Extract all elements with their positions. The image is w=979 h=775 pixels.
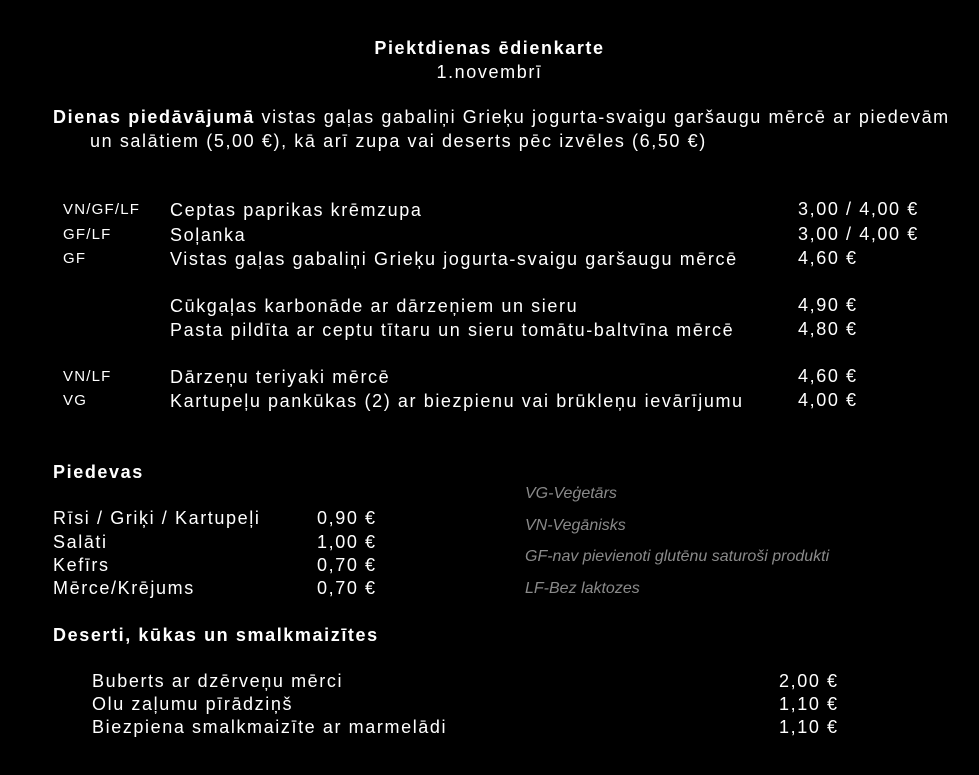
dessert-name: Biezpiena smalkmaizīte ar marmelādi (92, 717, 448, 737)
menu-row (0, 295, 979, 319)
dish-price: 4,80 € (798, 319, 858, 339)
dish-price: 3,00 / 4,00 € (798, 224, 919, 244)
diet-tag: VN/LF (63, 368, 112, 385)
dish-name: Kartupeļu pankūkas (2) ar biezpienu vai brūkleņu ievārījumu (170, 391, 744, 411)
side-name: Rīsi / Griķi / Kartupeļi (53, 508, 261, 528)
dish-price: 4,60 € (798, 248, 858, 268)
dish-name: Pasta pildīta ar ceptu tītaru un sieru tomātu-baltvīna mērcē (170, 320, 735, 340)
dish-price: 3,00 / 4,00 € (798, 199, 919, 219)
sides-heading: Piedevas (53, 462, 144, 482)
dish-price: 4,60 € (798, 366, 858, 386)
side-price: 0,70 € (317, 555, 377, 575)
daily-offer (53, 106, 960, 153)
dessert-price: 2,00 € (779, 671, 839, 691)
dish-name: Dārzeņu teriyaki mērcē (170, 367, 391, 387)
side-price: 0,70 € (317, 578, 377, 598)
dish-name: Cūkgaļas karbonāde ar dārzeņiem un sieru (170, 296, 579, 316)
desserts-heading: Deserti, kūkas un smalkmaizītes (53, 625, 379, 645)
daily-offer-label: Dienas piedāvājumā (53, 107, 255, 127)
dessert-name: Buberts ar dzērveņu mērci (92, 671, 344, 691)
side-name: Mērce/Krējums (53, 578, 195, 598)
dish-price: 4,00 € (798, 390, 858, 410)
legend-item: VN-Vegānisks (525, 517, 626, 534)
diet-tag: VN/GF/LF (63, 201, 141, 218)
menu-date: 1.novembrī (436, 62, 543, 82)
side-name: Salāti (53, 532, 108, 552)
dessert-price: 1,10 € (779, 717, 839, 737)
menu-row (0, 390, 979, 414)
diet-tag: VG (63, 392, 88, 409)
legend-item: GF-nav pievienoti glutēnu saturoši produkti (525, 548, 830, 565)
side-price: 0,90 € (317, 508, 377, 528)
dessert-name: Olu zaļumu pīrādziņš (92, 694, 294, 714)
dessert-price: 1,10 € (779, 694, 839, 714)
side-price: 1,00 € (317, 532, 377, 552)
menu-title: Piektdienas ēdienkarte (374, 38, 605, 58)
side-name: Kefīrs (53, 555, 110, 575)
legend-item: VG-Veģetārs (525, 485, 617, 502)
menu-row (0, 248, 979, 272)
menu-row (0, 366, 979, 390)
diet-tag: GF (63, 250, 87, 267)
menu-row (0, 319, 979, 343)
dish-name: Ceptas paprikas krēmzupa (170, 200, 423, 220)
diet-tag: GF/LF (63, 226, 112, 243)
daily-offer-text: vistas gaļas gabaliņi Grieķu jogurta-svaigu garšaugu mērcē ar piedevām un salātiem (5,00 €), kā arī zupa vai deserts pēc izvēles (6,50 €) (90, 107, 950, 151)
menu-row (0, 224, 979, 248)
legend-item: LF-Bez laktozes (525, 580, 640, 597)
menu-row (0, 199, 979, 223)
dish-price: 4,90 € (798, 295, 858, 315)
dish-name: Vistas gaļas gabaliņi Grieķu jogurta-svaigu garšaugu mērcē (170, 249, 738, 269)
dish-name: Soļanka (170, 225, 247, 245)
